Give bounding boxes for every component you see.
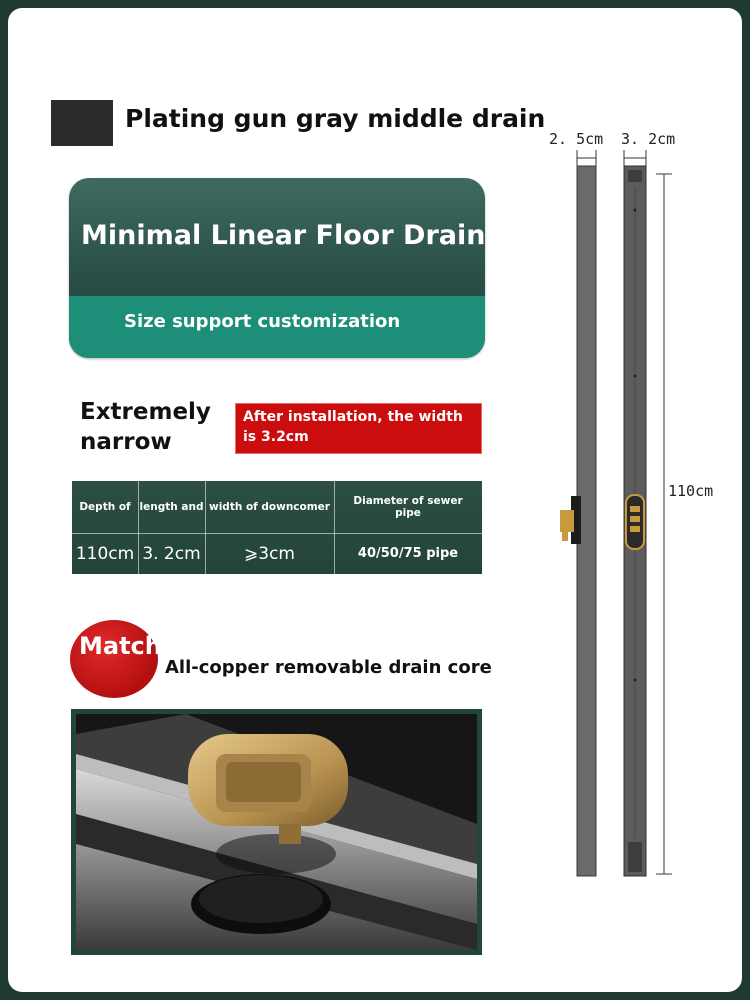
drain-dimension-drawing: [538, 148, 678, 878]
spec-table: [72, 481, 482, 574]
spec-header-depth: Depth of: [79, 501, 131, 513]
spec-header-pipe: Diameter of sewer pipe: [353, 495, 463, 519]
spec-value-length: 3. 2cm: [142, 543, 201, 564]
banner-subtitle: Size support customization: [124, 311, 401, 332]
drain-core-caption: All-copper removable drain core: [165, 657, 492, 678]
feature-heading: [80, 397, 211, 457]
dimension-width-a: 2. 5cm: [549, 130, 604, 148]
feature-line-1: Extremely: [80, 399, 211, 425]
product-banner: [69, 178, 485, 358]
spec-header-length: length and: [139, 501, 204, 513]
color-swatch: [51, 100, 113, 146]
dimension-width-b: 3. 2cm: [621, 130, 676, 148]
match-badge-label: Match: [79, 632, 162, 660]
drain-core-illustration: [76, 714, 477, 950]
spec-value-width: ⩾3cm: [244, 543, 295, 564]
product-variant-title: Plating gun gray middle drain: [125, 104, 546, 133]
feature-line-2: narrow: [80, 429, 172, 455]
width-note-badge: After installation, the width is 3.2cm: [235, 403, 482, 454]
dimension-length: 110cm: [668, 482, 714, 500]
banner-subtitle-strip: [69, 296, 485, 358]
drain-core-photo: [71, 709, 482, 955]
spec-value-pipe: 40/50/75 pipe: [357, 546, 459, 561]
spec-value-depth: 110cm: [75, 543, 135, 564]
spec-header-width: width of downcomer: [209, 501, 330, 513]
banner-title: Minimal Linear Floor Drain: [81, 220, 485, 251]
product-card: [8, 8, 742, 992]
